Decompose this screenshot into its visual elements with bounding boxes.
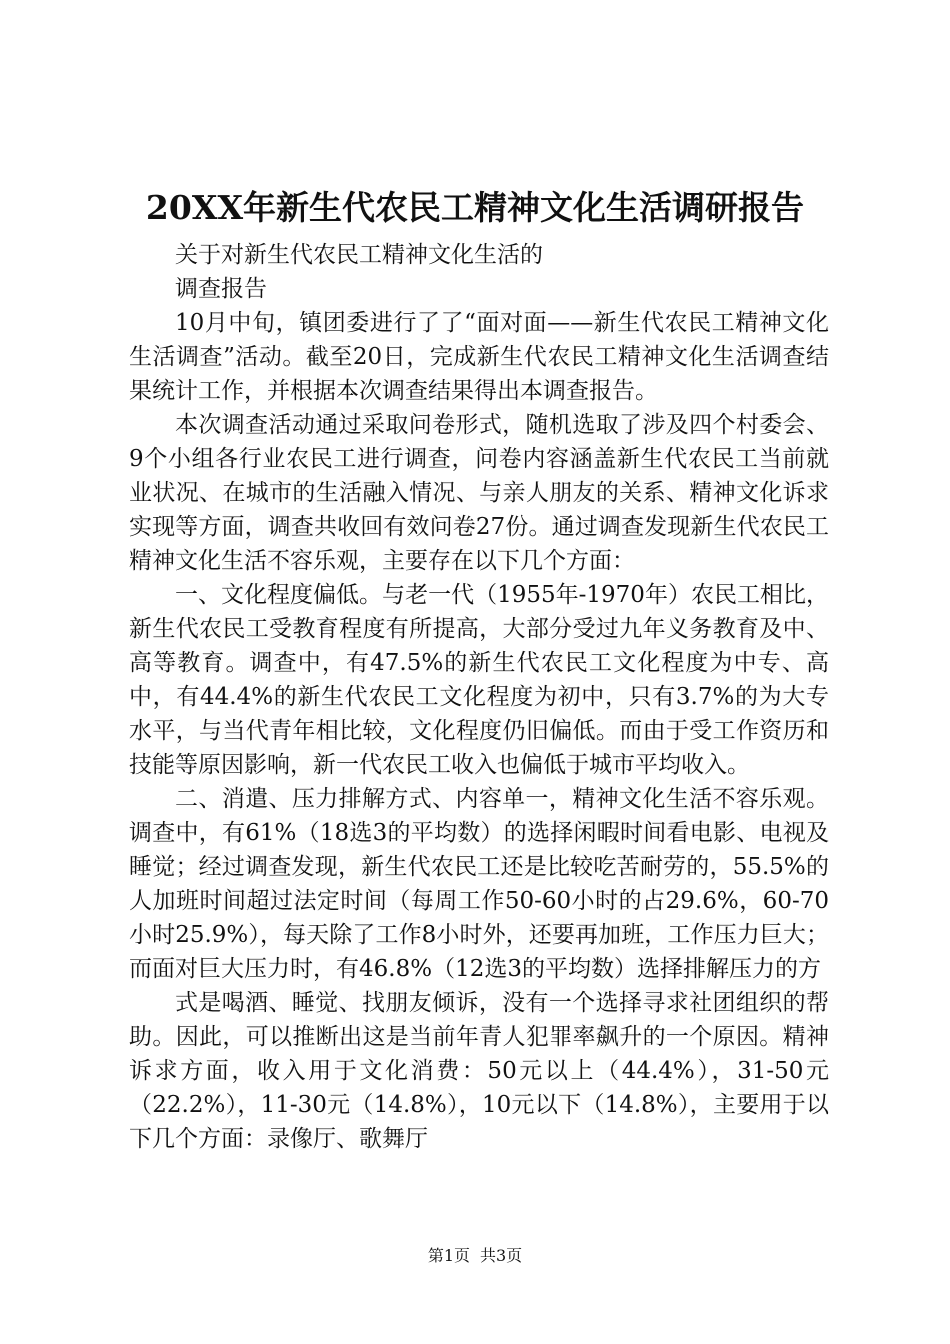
document-title: 20XX年新生代农民工精神文化生活调研报告 [145, 188, 805, 227]
paragraph-survey-method: 本次调查活动通过采取问卷形式，随机选取了涉及四个村委会、9个小组各行业农民工进行调查，问卷内容涵盖新生代农民工当前就业状况、在城市的生活融入情况、与亲人朋友的关系、精神文化诉求实现等方面，调查共收回有效问卷27份。通过调查发现新生代农民工精神文化生活不容乐观，主要存在以下几个方面： [129, 412, 829, 574]
document-body [129, 238, 829, 1156]
paragraph-continuation: 式是喝酒、睡觉、找朋友倾诉，没有一个选择寻求社团组织的帮助。因此，可以推断出这是当前年青人犯罪率飙升的一个原因。精神诉求方面，收入用于文化消费：50元以上（44.4%），31-50元（22.2%），11-30元（14.8%），10元以下（14.8%），主要用于以下几个方面：录像厅、歌舞厅 [129, 990, 829, 1152]
page-footer [0, 1245, 950, 1267]
paragraph-subtitle-line1: 关于对新生代农民工精神文化生活的 [175, 242, 543, 268]
paragraph-point-one: 一、文化程度偏低。与老一代（1955年-1970年）农民工相比，新生代农民工受教育程度有所提高，大部分受过九年义务教育及中、高等教育。调查中，有47.5%的新生代农民工文化程度为中专、高中，有44.4%的新生代农民工文化程度为初中，只有3.7%的为大专水平，与当代青年相比较，文化程度仍旧偏低。而由于受工作资历和技能等原因影响，新一代农民工收入也偏低于城市平均收入。 [129, 582, 829, 778]
paragraph-intro: 10月中旬，镇团委进行了了“面对面——新生代农民工精神文化生活调查”活动。截至20日，完成新生代农民工精神文化生活调查结果统计工作，并根据本次调查结果得出本调查报告。 [129, 310, 829, 404]
paragraph-subtitle-line2: 调查报告 [175, 276, 267, 302]
page-total: 共3页 [480, 1246, 523, 1265]
page-number: 第1页 [427, 1246, 470, 1265]
paragraph-point-two: 二、消遣、压力排解方式、内容单一，精神文化生活不容乐观。调查中，有61%（18选3的平均数）的选择闲暇时间看电影、电视及睡觉；经过调查发现，新生代农民工还是比较吃苦耐劳的，55.5%的人加班时间超过法定时间（每周工作50-60小时的占29.6%，60-70小时25.9%），每天除了工作8小时外，还要再加班，工作压力巨大；而面对巨大压力时，有46.8%（12选3的平均数）选择排解压力的方 [129, 786, 829, 982]
